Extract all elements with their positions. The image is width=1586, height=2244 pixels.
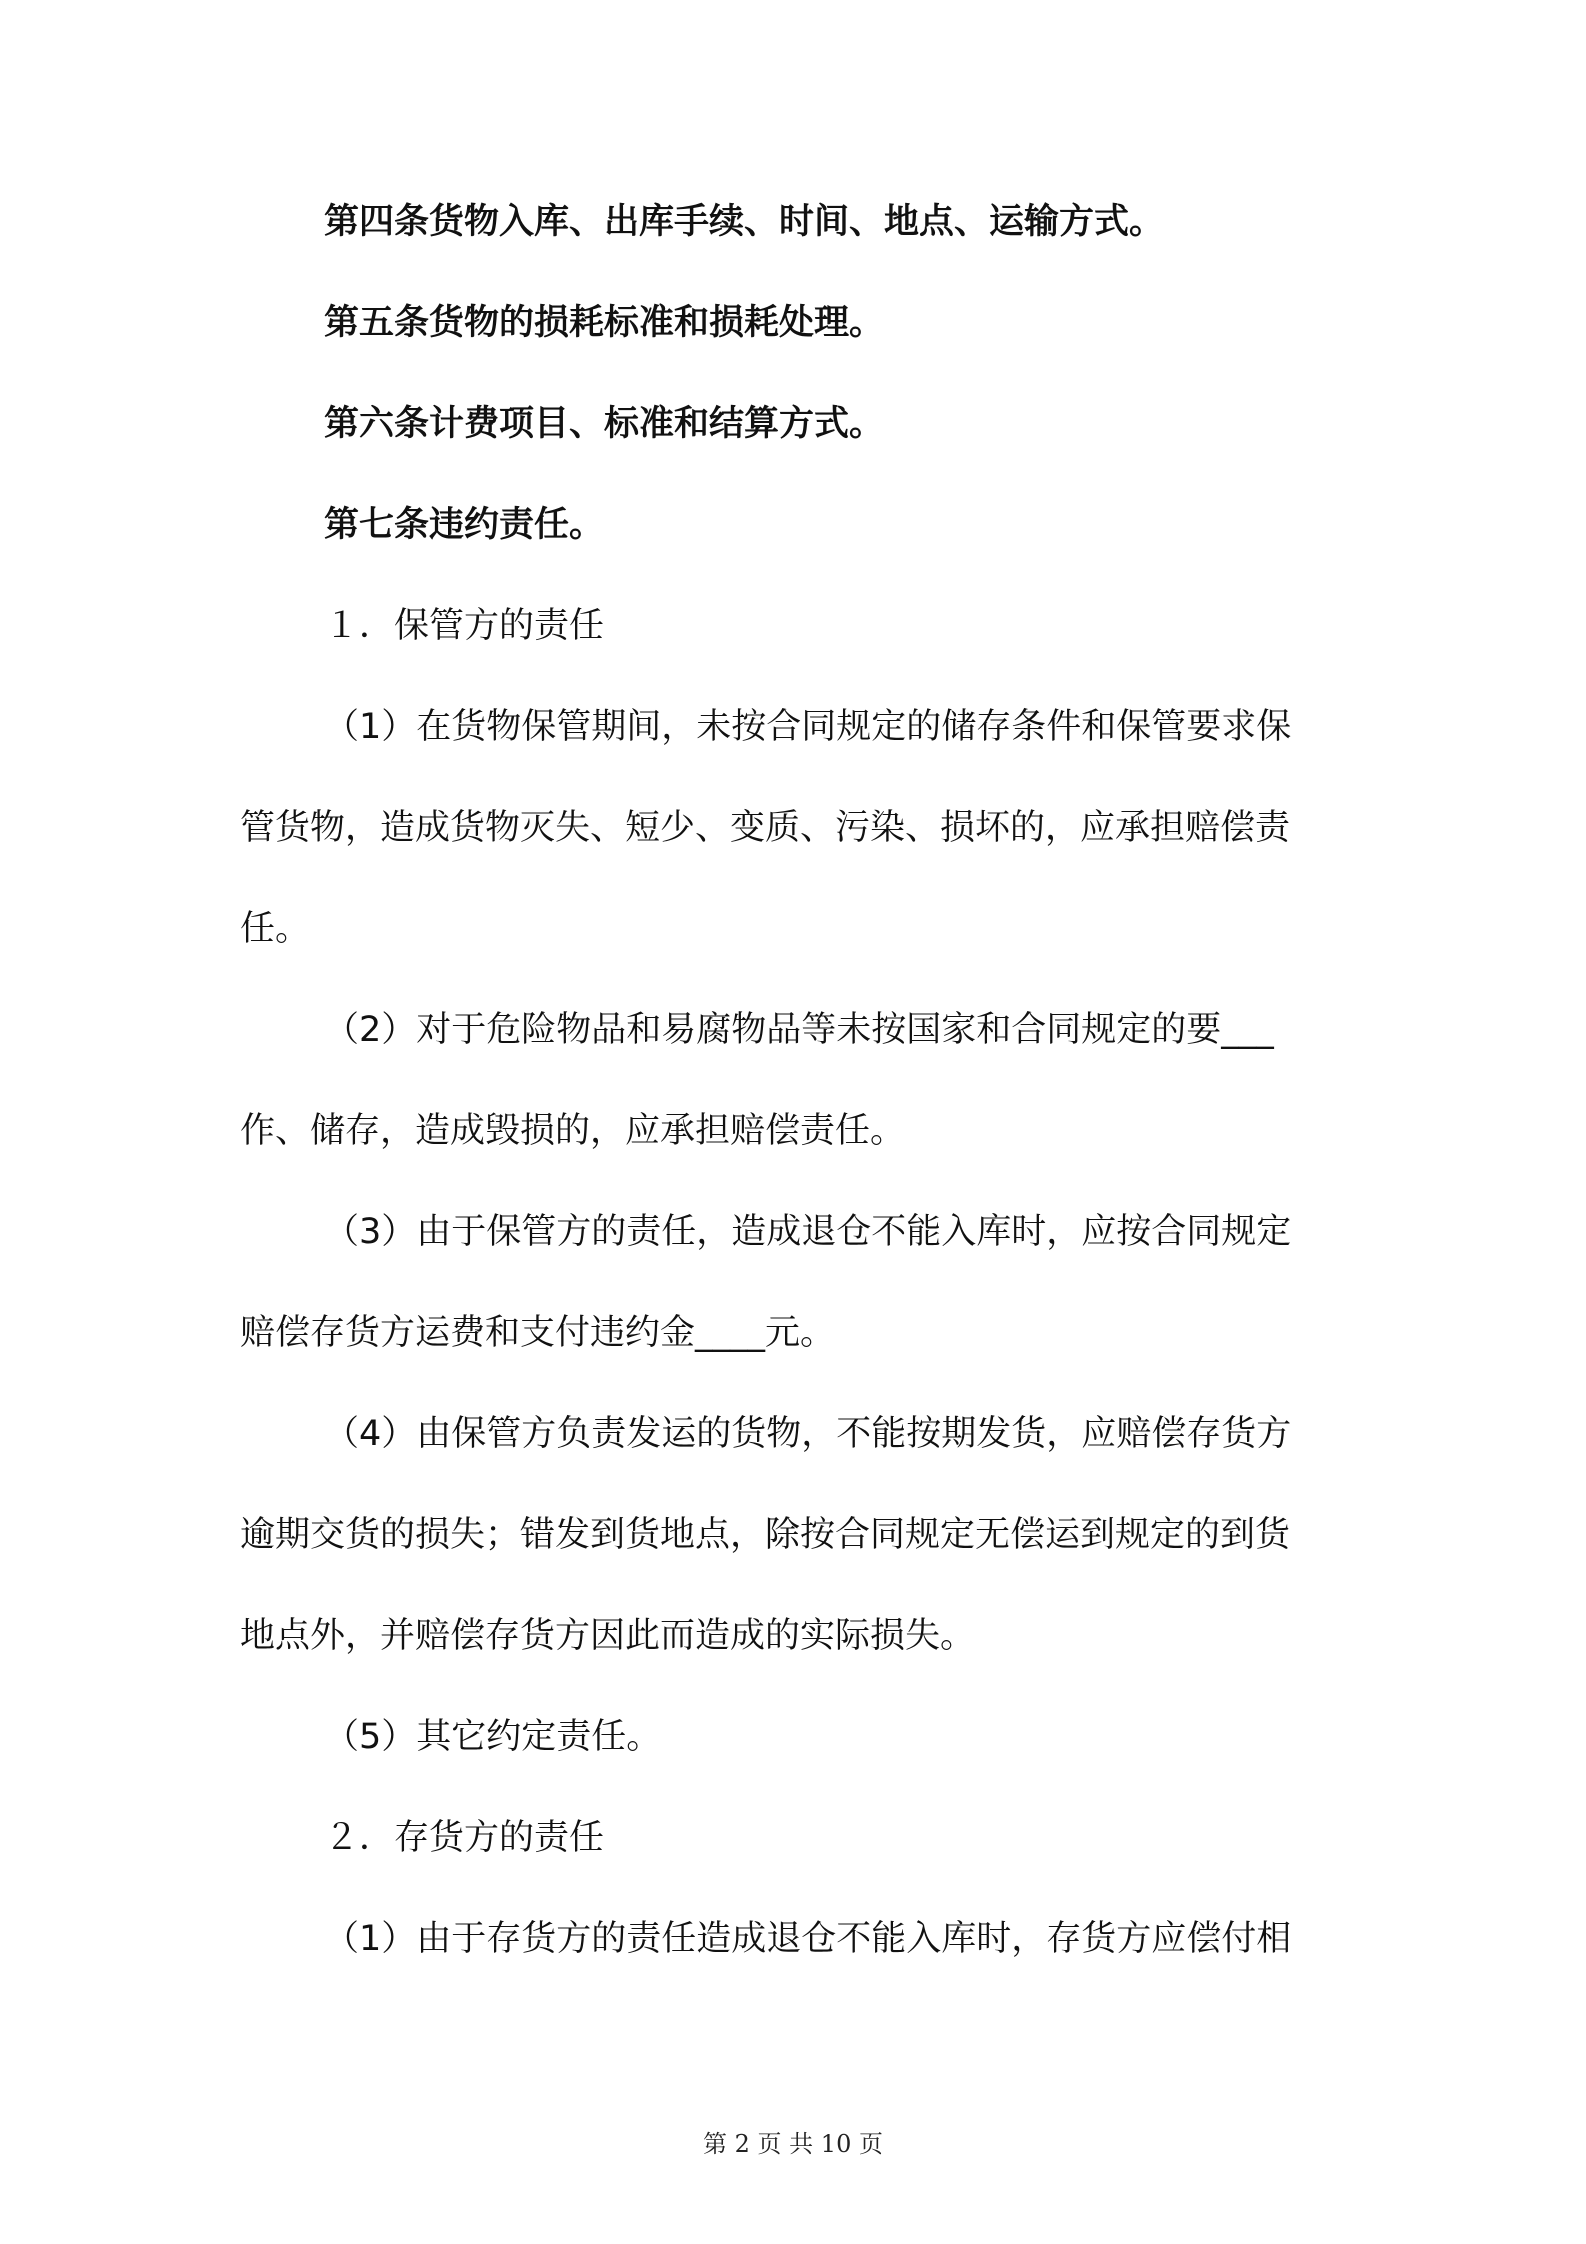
page-number-footer: 第 2 页 共 10 页 [703, 2130, 883, 2158]
paragraph-line: 赔偿存货方运费和支付违约金____元。 [240, 1313, 836, 1353]
article-5: 第五条货物的损耗标准和损耗处理。 [324, 303, 885, 343]
paragraph-line: （2）对于危险物品和易腐物品等未按国家和合同规定的要___ [324, 1010, 1274, 1050]
paragraph-line: 逾期交货的损失；错发到货地点，除按合同规定无偿运到规定的到货 [240, 1515, 1291, 1555]
section-heading-depositor: ２．存货方的责任 [324, 1818, 605, 1858]
paragraph-line: （5）其它约定责任。 [324, 1717, 662, 1757]
paragraph-line: 作、储存，造成毁损的，应承担赔偿责任。 [240, 1111, 906, 1151]
article-7: 第七条违约责任。 [324, 505, 605, 545]
article-6: 第六条计费项目、标准和结算方式。 [324, 404, 885, 444]
paragraph-line: 任。 [240, 909, 311, 949]
paragraph-line: （3）由于保管方的责任，造成退仓不能入库时，应按合同规定 [324, 1212, 1292, 1252]
section-heading-keeper: １．保管方的责任 [324, 606, 605, 646]
paragraph-line: （1）在货物保管期间，未按合同规定的储存条件和保管要求保 [324, 707, 1292, 747]
paragraph-line: （4）由保管方负责发运的货物，不能按期发货，应赔偿存货方 [324, 1414, 1292, 1454]
paragraph-line: 地点外，并赔偿存货方因此而造成的实际损失。 [240, 1616, 976, 1656]
paragraph-line: （1）由于存货方的责任造成退仓不能入库时，存货方应偿付相 [324, 1919, 1292, 1959]
paragraph-line: 管货物，造成货物灭失、短少、变质、污染、损坏的，应承担赔偿责 [240, 808, 1291, 848]
article-4: 第四条货物入库、出库手续、时间、地点、运输方式。 [324, 202, 1165, 242]
